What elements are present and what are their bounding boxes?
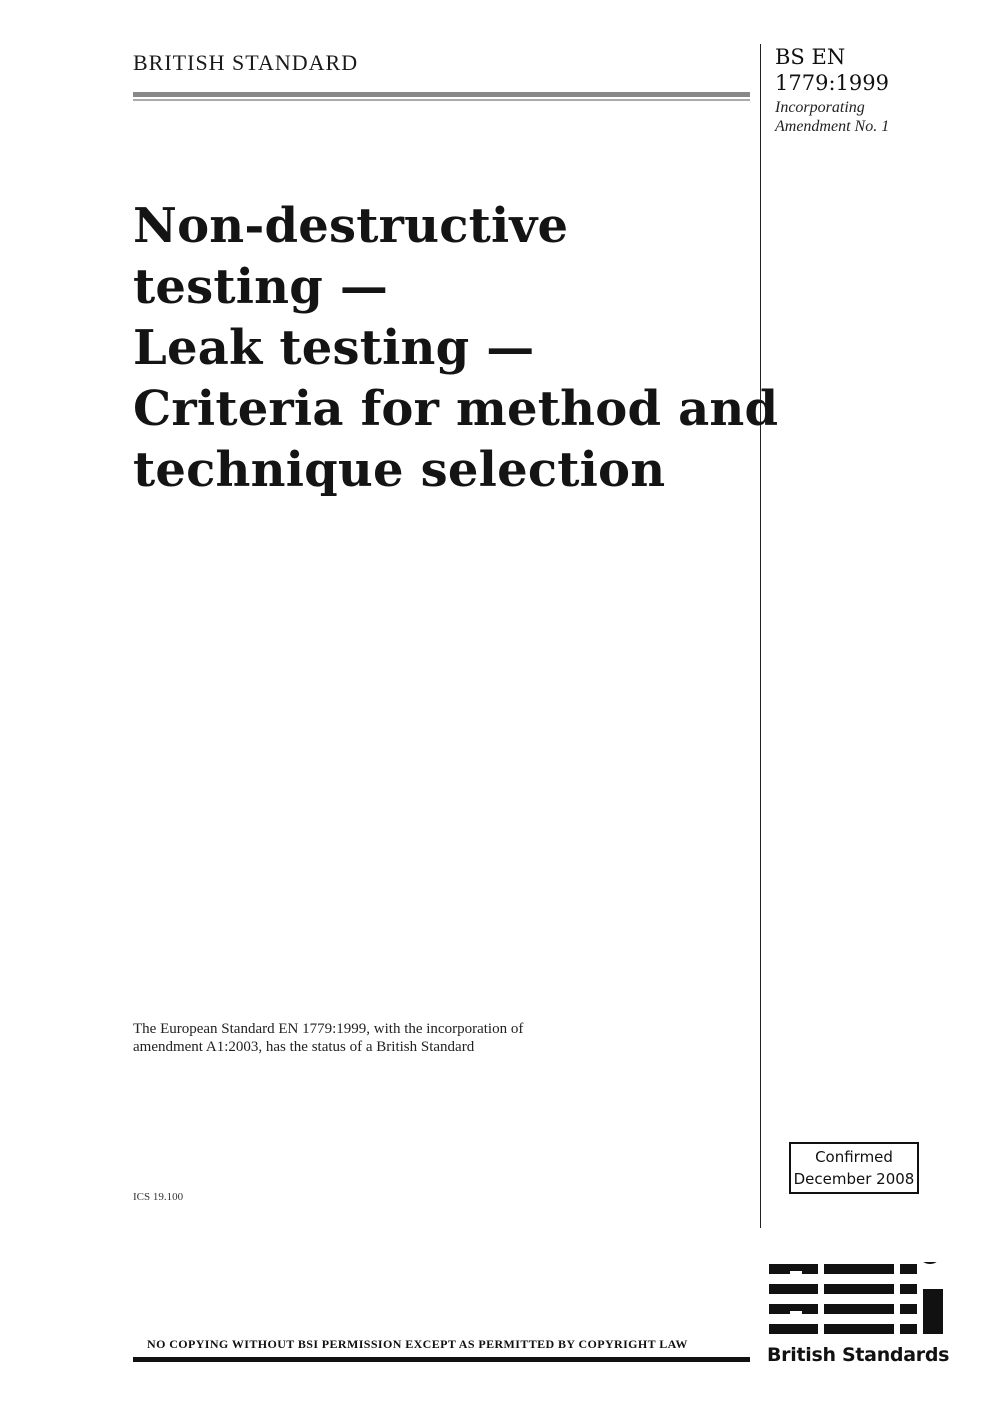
title-line: testing — [133,259,389,315]
standard-number-code: 1779:1999 [775,71,889,95]
title-line: Criteria for method and [133,381,779,437]
title-line: technique selection [133,442,666,498]
copyright-notice: NO COPYING WITHOUT BSI PERMISSION EXCEPT AS PERMITTED BY COPYRIGHT LAW [147,1337,688,1351]
confirmed-label: Confirmed [815,1148,893,1166]
ics-code: ICS 19.100 [133,1191,184,1203]
title-line: Leak testing — [133,320,535,376]
standard-number-prefix: BS EN [775,45,846,69]
document-type-label: BRITISH STANDARD [133,50,359,75]
title-line: Non-destructive [133,198,569,254]
amendment-note [775,98,889,136]
logo-caption: British Standards [767,1344,950,1366]
status-line1: The European Standard EN 1779:1999, with the incorporation of [133,1021,524,1037]
document-title [133,196,779,501]
amendment-note-line1: Incorporating [775,99,865,116]
footer-rule [133,1357,750,1362]
status-statement [133,1020,693,1056]
confirmed-stamp [789,1142,919,1194]
header-rule [133,92,750,102]
amendment-note-line2: Amendment No. 1 [775,118,890,135]
standard-number [775,44,889,96]
confirmed-date: December 2008 [793,1170,915,1188]
status-line2: amendment A1:2003, has the status of a British Standard [133,1039,475,1055]
